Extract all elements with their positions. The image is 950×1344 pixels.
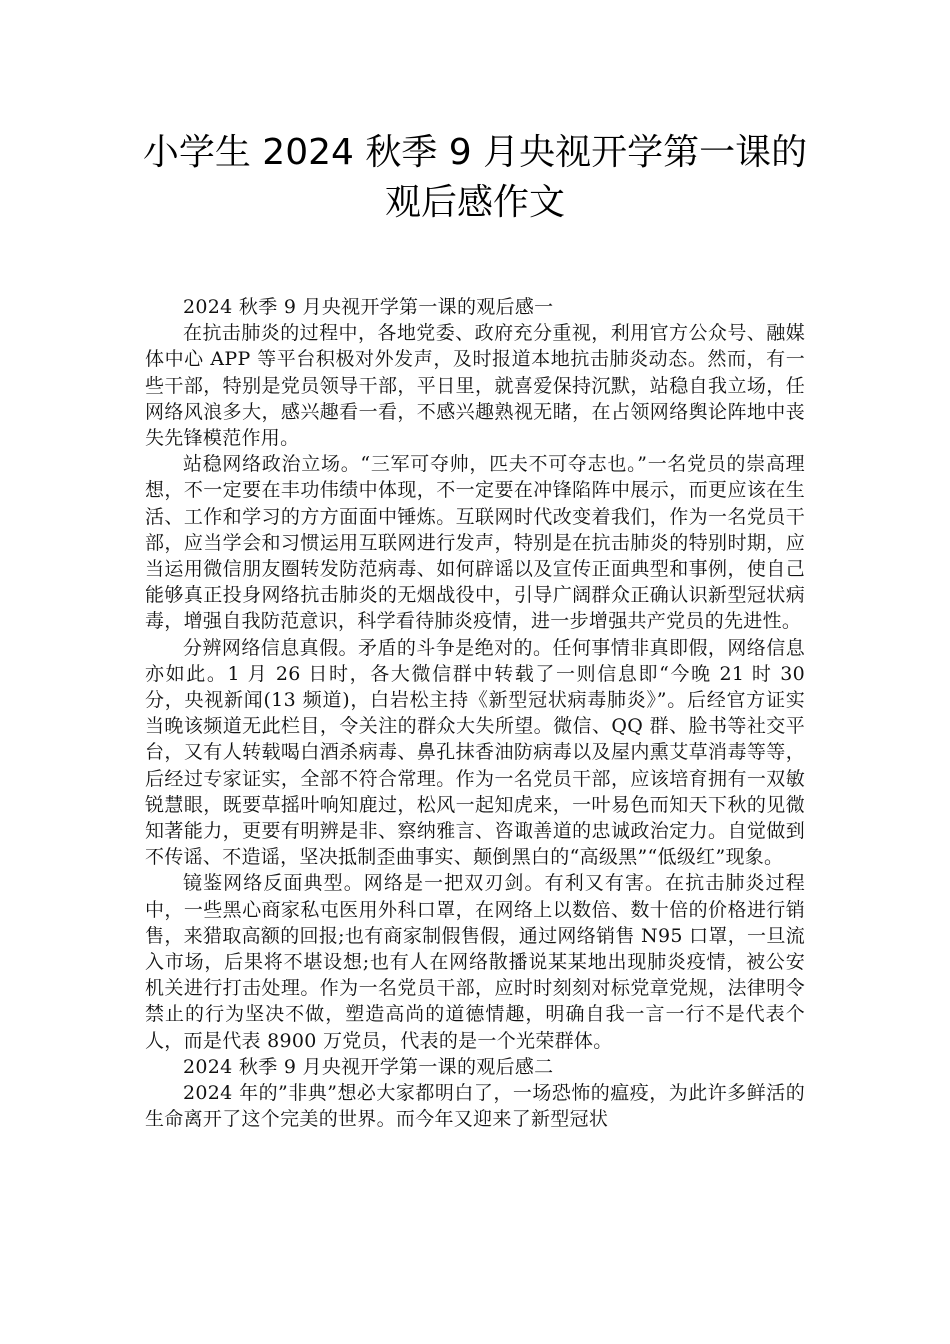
document-body <box>145 294 805 1133</box>
section-heading-1: 2024 秋季 9 月央视开学第一课的观后感一 <box>183 296 554 318</box>
document-title <box>120 128 830 228</box>
body-paragraph: 2024 年的”非典”想必大家都明白了，一场恐怖的瘟疫，为此许多鲜活的生命离开了这个完美的世界。而今年又迎来了新型冠状 <box>145 1082 805 1131</box>
body-paragraph: 镜鉴网络反面典型。网络是一把双刃剑。有利又有害。在抗击肺炎过程中，一些黑心商家私屯医用外科口罩，在网络上以数倍、数十倍的价格进行销售，来猎取高额的回报;也有商家制假售假，通过网络销售 N95 口罩，一旦流入市场，后果将不堪设想;也有人在网络散播说某某地出现肺炎疫情，被公安机关进行打击处理。作为一名党员干部，应时时刻刻对标党章党规，法律明令禁止的行为坚决不做，塑造高尚的道德情趣，明确自我一言一行不是代表个人，而是代表 8900 万党员，代表的是一个光荣群体。 <box>145 872 805 1052</box>
body-paragraph: 在抗击肺炎的过程中，各地党委、政府充分重视，利用官方公众号、融媒体中心 APP 等平台积极对外发声，及时报道本地抗击肺炎动态。然而，有一些干部，特别是党员领导干部，平日里，就喜爱保持沉默，站稳自我立场，任网络风浪多大，感兴趣看一看，不感兴趣熟视无睹，在占领网络舆论阵地中丧失先锋模范作用。 <box>145 322 805 450</box>
section-heading-2: 2024 秋季 9 月央视开学第一课的观后感二 <box>183 1055 554 1078</box>
body-paragraph: 分辨网络信息真假。矛盾的斗争是绝对的。任何事情非真即假，网络信息亦如此。1 月 26 日时，各大微信群中转载了一则信息即“今晚 21 时 30 分，央视新闻(13 频道)，白岩松主持《新型冠状病毒肺炎》”。后经官方证实当晚该频道无此栏目，令关注的群众大失所望。微信、QQ 群、脸书等社交平台，又有人转载喝白酒杀病毒、鼻孔抹香油防病毒以及屋内熏艾草消毒等等，后经过专家证实，全部不符合常理。作为一名党员干部，应该培育拥有一双敏锐慧眼，既要草摇叶响知鹿过，松风一起知虎来，一叶易色而知天下秋的见微知著能力，更要有明辨是非、察纳雅言、咨诹善道的忠诚政治定力。自觉做到不传谣、不造谣，坚决抵制歪曲事实、颠倒黑白的“高级黑”“低级红”现象。 <box>145 636 805 869</box>
title-line-2: 观后感作文 <box>384 182 565 223</box>
title-line-1: 小学生 2024 秋季 9 月央视开学第一课的 <box>142 132 808 173</box>
body-paragraph: 站稳网络政治立场。“三军可夺帅，匹夫不可夺志也。”一名党员的崇高理想，不一定要在丰功伟绩中体现，不一定要在冲锋陷阵中展示，而更应该在生活、工作和学习的方方面面中锤炼。互联网时代改变着我们，作为一名党员干部，应当学会和习惯运用互联网进行发声，特别是在抗击肺炎的特别时期，应当运用微信朋友圈转发防范病毒、如何辟谣以及宣传正面典型和事例，使自己能够真正投身网络抗击肺炎的无烟战役中，引导广阔群众正确认识新型冠状病毒，增强自我防范意识，科学看待肺炎疫情，进一步增强共产党员的先进性。 <box>145 453 805 633</box>
